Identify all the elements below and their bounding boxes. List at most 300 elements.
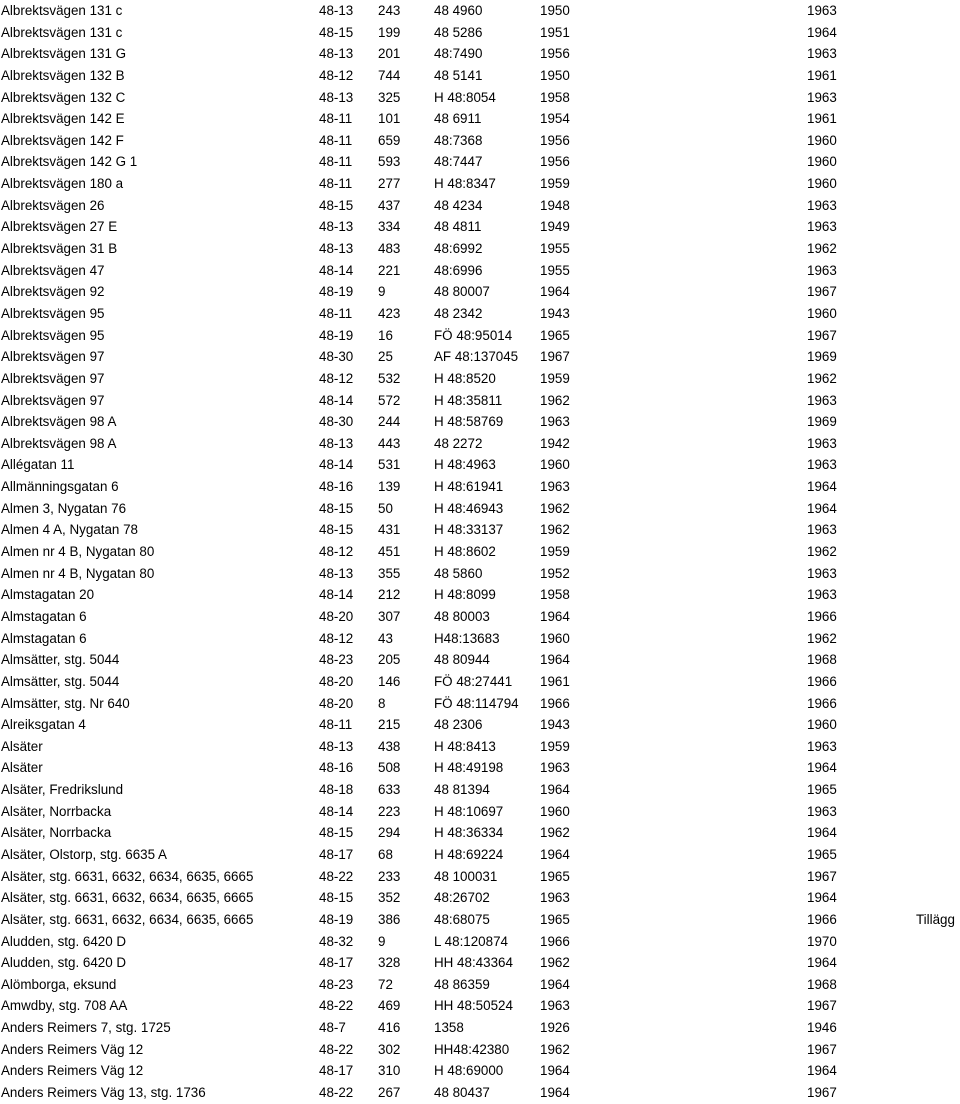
- cell-year2: 1967: [807, 327, 837, 343]
- table-row: [0, 584, 960, 606]
- cell-number: 355: [378, 565, 401, 581]
- table-row: [0, 931, 960, 953]
- table-row: [0, 736, 960, 758]
- cell-year: 1959: [540, 176, 570, 192]
- cell-year: 1962: [540, 522, 570, 538]
- cell-address: Alsäter, Olstorp, stg. 6635 A: [1, 846, 167, 862]
- cell-address: Amwdby, stg. 708 AA: [1, 998, 128, 1014]
- cell-number: 508: [378, 760, 401, 776]
- table-row: [0, 563, 960, 585]
- cell-block: 48-13: [319, 3, 354, 18]
- table-row: [0, 671, 960, 693]
- cell-year2: 1963: [807, 803, 837, 819]
- cell-number: 212: [378, 587, 401, 603]
- cell-ref: 48:6996: [434, 262, 483, 278]
- cell-address: Anders Reimers 7, stg. 1725: [1, 1020, 171, 1036]
- cell-ref: 48 100031: [434, 868, 498, 884]
- cell-ref: 48 2306: [434, 717, 483, 733]
- cell-ref: H 48:8602: [434, 544, 496, 560]
- cell-year2: 1966: [807, 695, 837, 711]
- cell-block: 48-15: [319, 500, 354, 516]
- cell-year: 1964: [540, 846, 570, 862]
- table-row: [0, 887, 960, 909]
- cell-year2: 1967: [807, 998, 837, 1014]
- cell-year2: 1964: [807, 760, 837, 776]
- table-row: [0, 411, 960, 433]
- cell-year: 1960: [540, 803, 570, 819]
- cell-block: 48-13: [319, 241, 354, 257]
- cell-address: Almen nr 4 B, Nygatan 80: [1, 565, 155, 581]
- cell-number: 572: [378, 392, 401, 408]
- cell-year: 1950: [540, 67, 570, 83]
- cell-address: Almen nr 4 B, Nygatan 80: [1, 544, 155, 560]
- cell-note: Tillägg: [916, 911, 955, 927]
- cell-ref: 48:7447: [434, 154, 483, 170]
- cell-year2: 1966: [807, 911, 837, 927]
- cell-ref: H 48:69224: [434, 846, 504, 862]
- cell-year: 1963: [540, 890, 570, 906]
- cell-block: 48-14: [319, 262, 354, 278]
- cell-year2: 1966: [807, 608, 837, 624]
- table-row: [0, 325, 960, 347]
- cell-number: 72: [378, 976, 393, 992]
- cell-block: 48-20: [319, 695, 354, 711]
- cell-year2: 1967: [807, 868, 837, 884]
- cell-number: 221: [378, 262, 401, 278]
- cell-address: Albrektsvägen 98 A: [1, 414, 117, 430]
- cell-ref: 48 4234: [434, 197, 483, 213]
- table-row: [0, 909, 960, 931]
- cell-ref: H 48:8520: [434, 370, 496, 386]
- cell-address: Alsäter, Norrbacka: [1, 825, 112, 841]
- cell-year: 1965: [540, 327, 570, 343]
- cell-address: Almen 3, Nygatan 76: [1, 500, 127, 516]
- table-row: [0, 866, 960, 888]
- cell-year2: 1969: [807, 414, 837, 430]
- cell-number: 101: [378, 111, 401, 127]
- cell-year: 1958: [540, 587, 570, 603]
- cell-block: 48-23: [319, 976, 354, 992]
- cell-number: 438: [378, 738, 401, 754]
- cell-year2: 1963: [807, 565, 837, 581]
- cell-address: Anders Reimers Väg 12: [1, 1041, 144, 1057]
- table-row: [0, 151, 960, 173]
- cell-year: 1964: [540, 976, 570, 992]
- cell-year2: 1965: [807, 782, 837, 798]
- cell-number: 25: [378, 349, 393, 365]
- cell-block: 48-18: [319, 782, 354, 798]
- cell-block: 48-11: [319, 154, 353, 170]
- cell-year2: 1963: [807, 392, 837, 408]
- cell-ref: H 48:8347: [434, 176, 496, 192]
- cell-ref: 48:7368: [434, 132, 483, 148]
- cell-year: 1959: [540, 544, 570, 560]
- cell-number: 146: [378, 673, 401, 689]
- cell-year: 1964: [540, 652, 570, 668]
- cell-number: 139: [378, 479, 401, 495]
- table-row: [0, 0, 960, 22]
- cell-address: Albrektsvägen 95: [1, 305, 105, 321]
- cell-ref: 48 5141: [434, 67, 483, 83]
- cell-year: 1963: [540, 479, 570, 495]
- cell-ref: H 48:33137: [434, 522, 504, 538]
- table-row: [0, 844, 960, 866]
- cell-year2: 1960: [807, 305, 837, 321]
- cell-address: Alömborga, eksund: [1, 976, 117, 992]
- cell-ref: HH 48:50524: [434, 998, 513, 1014]
- cell-ref: H 48:8054: [434, 89, 496, 105]
- cell-number: 244: [378, 414, 401, 430]
- cell-year2: 1960: [807, 154, 837, 170]
- table-row: [0, 368, 960, 390]
- cell-year2: 1964: [807, 825, 837, 841]
- cell-year: 1962: [540, 1041, 570, 1057]
- cell-block: 48-19: [319, 284, 354, 300]
- cell-number: 334: [378, 219, 401, 235]
- table-row: [0, 1039, 960, 1061]
- cell-number: 277: [378, 176, 401, 192]
- cell-address: Alsäter, Fredrikslund: [1, 782, 124, 798]
- cell-year2: 1964: [807, 1063, 837, 1079]
- table-row: [0, 476, 960, 498]
- cell-block: 48-15: [319, 24, 354, 40]
- cell-year: 1962: [540, 500, 570, 516]
- cell-number: 328: [378, 955, 401, 971]
- cell-ref: 48 80007: [434, 284, 490, 300]
- cell-address: Almsätter, stg. Nr 640: [1, 695, 130, 711]
- cell-year: 1964: [540, 284, 570, 300]
- cell-address: Albrektsvägen 31 B: [1, 241, 118, 257]
- table-row: [0, 1017, 960, 1039]
- cell-number: 8: [378, 695, 386, 711]
- cell-year2: 1962: [807, 370, 837, 386]
- cell-address: Albrektsvägen 142 G 1: [1, 154, 138, 170]
- cell-year: 1963: [540, 998, 570, 1014]
- cell-year: 1965: [540, 911, 570, 927]
- cell-year: 1962: [540, 825, 570, 841]
- cell-year2: 1965: [807, 846, 837, 862]
- cell-ref: 48 4811: [434, 219, 482, 235]
- cell-block: 48-17: [319, 955, 354, 971]
- cell-address: Almen 4 A, Nygatan 78: [1, 522, 138, 538]
- table-row: [0, 433, 960, 455]
- cell-year: 1966: [540, 933, 570, 949]
- cell-address: Albrektsvägen 92: [1, 284, 105, 300]
- cell-year: 1954: [540, 111, 570, 127]
- table-row: [0, 693, 960, 715]
- cell-block: 48-20: [319, 608, 354, 624]
- cell-number: 43: [378, 630, 393, 646]
- table-row: [0, 649, 960, 671]
- cell-ref: 48:26702: [434, 890, 490, 906]
- cell-year2: 1963: [807, 457, 837, 473]
- cell-address: Albrektsvägen 47: [1, 262, 105, 278]
- cell-block: 48-13: [319, 89, 354, 105]
- cell-number: 431: [378, 522, 401, 538]
- cell-year2: 1967: [807, 284, 837, 300]
- cell-address: Almsätter, stg. 5044: [1, 652, 120, 668]
- cell-ref: 48 6911: [434, 111, 482, 127]
- cell-block: 48-13: [319, 565, 354, 581]
- cell-address: Almstagatan 6: [1, 608, 87, 624]
- cell-year2: 1960: [807, 176, 837, 192]
- cell-number: 9: [378, 284, 386, 300]
- cell-ref: HH 48:43364: [434, 955, 513, 971]
- cell-ref: H 48:36334: [434, 825, 504, 841]
- table-row: [0, 108, 960, 130]
- cell-year: 1962: [540, 955, 570, 971]
- cell-block: 48-14: [319, 587, 354, 603]
- cell-year2: 1964: [807, 955, 837, 971]
- cell-ref: H 48:8413: [434, 738, 496, 754]
- cell-year: 1966: [540, 695, 570, 711]
- cell-block: 48-15: [319, 197, 354, 213]
- cell-block: 48-12: [319, 370, 354, 386]
- cell-year2: 1961: [807, 67, 837, 83]
- cell-year: 1942: [540, 435, 570, 451]
- cell-year: 1960: [540, 457, 570, 473]
- cell-address: Alsäter, stg. 6631, 6632, 6634, 6635, 6665: [1, 890, 254, 906]
- cell-year: 1956: [540, 132, 570, 148]
- cell-year2: 1968: [807, 652, 837, 668]
- cell-year: 1949: [540, 219, 570, 235]
- cell-block: 48-11: [319, 132, 353, 148]
- cell-year2: 1968: [807, 976, 837, 992]
- cell-number: 659: [378, 132, 401, 148]
- cell-year: 1963: [540, 760, 570, 776]
- cell-year: 1964: [540, 608, 570, 624]
- cell-year2: 1969: [807, 349, 837, 365]
- cell-ref: 48 80003: [434, 608, 490, 624]
- cell-year: 1965: [540, 868, 570, 884]
- table-row: [0, 606, 960, 628]
- table-row: [0, 952, 960, 974]
- cell-year2: 1961: [807, 111, 837, 127]
- cell-year2: 1960: [807, 717, 837, 733]
- cell-year2: 1963: [807, 522, 837, 538]
- cell-ref: HH48:42380: [434, 1041, 510, 1057]
- cell-ref: 48 4960: [434, 3, 483, 18]
- cell-number: 593: [378, 154, 401, 170]
- cell-address: Albrektsvägen 98 A: [1, 435, 117, 451]
- cell-address: Albrektsvägen 142 E: [1, 111, 125, 127]
- cell-address: Alsäter: [1, 738, 43, 754]
- cell-year2: 1962: [807, 544, 837, 560]
- cell-year: 1926: [540, 1020, 570, 1036]
- cell-address: Alsäter, Norrbacka: [1, 803, 112, 819]
- cell-year2: 1963: [807, 262, 837, 278]
- cell-ref: 48 5860: [434, 565, 483, 581]
- table-row: [0, 281, 960, 303]
- table-row: [0, 65, 960, 87]
- cell-block: 48-23: [319, 652, 354, 668]
- cell-block: 48-7: [319, 1020, 346, 1036]
- cell-year2: 1964: [807, 24, 837, 40]
- cell-year2: 1970: [807, 933, 837, 949]
- cell-address: Aludden, stg. 6420 D: [1, 933, 127, 949]
- cell-address: Albrektsvägen 142 F: [1, 132, 124, 148]
- cell-address: Albrektsvägen 97: [1, 392, 105, 408]
- cell-number: 532: [378, 370, 401, 386]
- table-row: [0, 130, 960, 152]
- table-row: [0, 801, 960, 823]
- cell-number: 294: [378, 825, 401, 841]
- table-row: [0, 216, 960, 238]
- cell-block: 48-13: [319, 435, 354, 451]
- cell-ref: H 48:61941: [434, 479, 504, 495]
- cell-year: 1951: [540, 24, 570, 40]
- table-row: [0, 628, 960, 650]
- cell-address: Albrektsvägen 27 E: [1, 219, 118, 235]
- cell-year: 1943: [540, 717, 570, 733]
- cell-address: Albrektsvägen 131 G: [1, 46, 127, 62]
- cell-address: Alsäter: [1, 760, 43, 776]
- cell-address: Allmänningsgatan 6: [1, 479, 119, 495]
- table-row: [0, 173, 960, 195]
- cell-ref: 48 86359: [434, 976, 490, 992]
- cell-address: Albrektsvägen 95: [1, 327, 105, 343]
- cell-year2: 1962: [807, 630, 837, 646]
- cell-block: 48-16: [319, 479, 354, 495]
- cell-block: 48-16: [319, 760, 354, 776]
- table-row: [0, 779, 960, 801]
- cell-address: Anders Reimers Väg 13, stg. 1736: [1, 1085, 206, 1101]
- cell-year2: 1966: [807, 673, 837, 689]
- cell-year: 1964: [540, 1063, 570, 1079]
- cell-year2: 1946: [807, 1020, 837, 1036]
- cell-block: 48-22: [319, 868, 354, 884]
- cell-number: 16: [378, 327, 393, 343]
- cell-address: Alsäter, stg. 6631, 6632, 6634, 6635, 6665: [1, 911, 254, 927]
- cell-number: 451: [378, 544, 401, 560]
- cell-ref: 1358: [434, 1020, 464, 1036]
- cell-year: 1961: [540, 673, 570, 689]
- cell-block: 48-14: [319, 803, 354, 819]
- cell-number: 307: [378, 608, 401, 624]
- cell-number: 205: [378, 652, 401, 668]
- cell-ref: H48:13683: [434, 630, 500, 646]
- table-row: [0, 454, 960, 476]
- cell-year2: 1963: [807, 46, 837, 62]
- cell-number: 243: [378, 3, 401, 18]
- cell-address: Albrektsvägen 180 a: [1, 176, 124, 192]
- cell-year2: 1967: [807, 1085, 837, 1101]
- cell-year2: 1964: [807, 500, 837, 516]
- cell-block: 48-13: [319, 46, 354, 62]
- cell-year: 1955: [540, 262, 570, 278]
- cell-block: 48-11: [319, 305, 353, 321]
- cell-number: 352: [378, 890, 401, 906]
- cell-ref: 48 81394: [434, 782, 490, 798]
- cell-block: 48-11: [319, 717, 353, 733]
- cell-number: 233: [378, 868, 401, 884]
- cell-ref: FÖ 48:27441: [434, 673, 513, 689]
- cell-address: Almstagatan 20: [1, 587, 95, 603]
- cell-year2: 1964: [807, 890, 837, 906]
- cell-year: 1955: [540, 241, 570, 257]
- cell-block: 48-19: [319, 327, 354, 343]
- cell-number: 325: [378, 89, 401, 105]
- cell-ref: 48:68075: [434, 911, 490, 927]
- cell-block: 48-13: [319, 219, 354, 235]
- cell-ref: 48 5286: [434, 24, 483, 40]
- cell-block: 48-22: [319, 1085, 354, 1101]
- table-row: [0, 822, 960, 844]
- cell-block: 48-14: [319, 457, 354, 473]
- table-row: [0, 346, 960, 368]
- cell-ref: 48 80944: [434, 652, 490, 668]
- cell-year2: 1963: [807, 587, 837, 603]
- cell-address: Albrektsvägen 132 B: [1, 67, 125, 83]
- cell-year: 1950: [540, 3, 570, 18]
- cell-address: Albrektsvägen 131 c: [1, 24, 123, 40]
- table-row: [0, 995, 960, 1017]
- cell-ref: H 48:35811: [434, 392, 503, 408]
- cell-number: 386: [378, 911, 401, 927]
- cell-block: 48-12: [319, 67, 354, 83]
- cell-year2: 1964: [807, 479, 837, 495]
- cell-year: 1952: [540, 565, 570, 581]
- cell-year: 1960: [540, 630, 570, 646]
- table-row: [0, 87, 960, 109]
- cell-year: 1956: [540, 154, 570, 170]
- cell-number: 423: [378, 305, 401, 321]
- cell-ref: H 48:58769: [434, 414, 504, 430]
- cell-address: Albrektsvägen 132 C: [1, 89, 126, 105]
- table-row: [0, 974, 960, 996]
- table-row: [0, 757, 960, 779]
- cell-block: 48-13: [319, 738, 354, 754]
- cell-block: 48-17: [319, 846, 354, 862]
- cell-address: Anders Reimers Väg 12: [1, 1063, 144, 1079]
- cell-address: Albrektsvägen 97: [1, 349, 105, 365]
- table-row: [0, 1082, 960, 1104]
- cell-number: 310: [378, 1063, 401, 1079]
- cell-address: Alreiksgatan 4: [1, 717, 86, 733]
- table-row: [0, 260, 960, 282]
- table-row: [0, 238, 960, 260]
- cell-number: 215: [378, 717, 401, 733]
- cell-year2: 1963: [807, 738, 837, 754]
- cell-ref: AF 48:137045: [434, 349, 519, 365]
- table-row: [0, 714, 960, 736]
- cell-number: 469: [378, 998, 401, 1014]
- cell-ref: H 48:49198: [434, 760, 504, 776]
- cell-ref: L 48:120874: [434, 933, 508, 949]
- cell-address: Albrektsvägen 26: [1, 197, 105, 213]
- cell-year: 1967: [540, 349, 570, 365]
- cell-number: 416: [378, 1020, 401, 1036]
- cell-year: 1959: [540, 370, 570, 386]
- cell-year: 1943: [540, 305, 570, 321]
- cell-address: Aludden, stg. 6420 D: [1, 955, 127, 971]
- cell-number: 633: [378, 782, 401, 798]
- cell-ref: 48 2272: [434, 435, 483, 451]
- cell-block: 48-12: [319, 630, 354, 646]
- cell-year2: 1967: [807, 1041, 837, 1057]
- table-row: [0, 195, 960, 217]
- table-row: [0, 519, 960, 541]
- cell-number: 68: [378, 846, 393, 862]
- table-row: [0, 1060, 960, 1082]
- cell-ref: H 48:8099: [434, 587, 496, 603]
- cell-year2: 1963: [807, 197, 837, 213]
- cell-ref: 48:7490: [434, 46, 483, 62]
- cell-ref: H 48:10697: [434, 803, 504, 819]
- cell-year: 1959: [540, 738, 570, 754]
- cell-block: 48-15: [319, 890, 354, 906]
- cell-year: 1958: [540, 89, 570, 105]
